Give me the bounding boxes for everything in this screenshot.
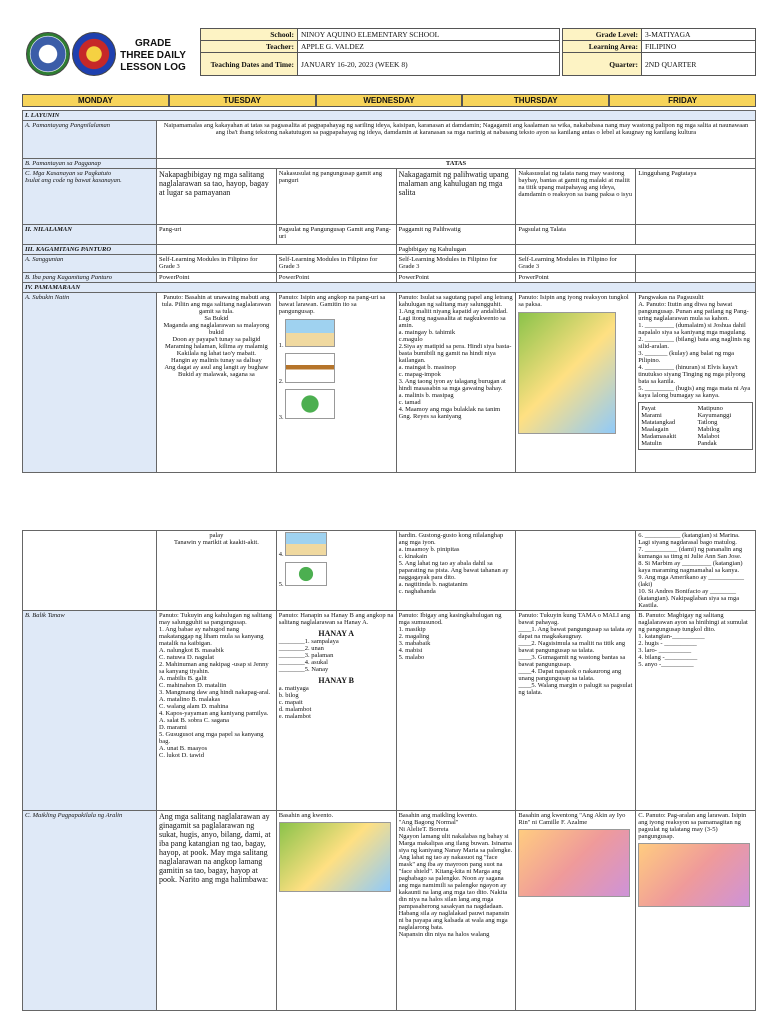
school-seal-icon <box>26 32 70 76</box>
family-image <box>638 843 750 907</box>
iba-fri <box>636 273 756 283</box>
teacher-value: APPLE G. VALDEZ <box>298 41 560 53</box>
aralin-fri: C. Panuto: Pag-aralan ang larawan. Isipin ang iyong reaksyon sa pamamagitan ng pagsulat ng talatang may (3-5) pangungusap. <box>636 811 756 1011</box>
row-label: B. Pamantayan sa Pagganap <box>23 159 157 169</box>
word-box-item: Mabilog <box>697 426 720 433</box>
subukin-thu: Panuto: Isipin ang iyong reaksyon tungkol sa paksa. <box>516 293 636 473</box>
kasanayan-fri: Lingguhang Pagtataya <box>636 169 756 225</box>
nilalaman-wed: Paggamit ng Palihwatig <box>396 225 516 245</box>
meta-left: School: NINOY AQUINO ELEMENTARY SCHOOL Teacher: APPLE G. VALDEZ Teaching Dates and Time: JANUARY 16-20, 2023 (WEEK 8) <box>200 28 560 76</box>
subukin-wed: Panuto: Isulat sa sagutang papel ang letrang kahulugan ng salitang may salungguhit. 1.Ang maliit niyang kapatid ay andalidad. Lagi itong nagsasalita at nagkukwento sa amin. a. maingay b. tahimik c.magulo 2.Siya ay matipid sa pera. Hindi siya basta-basta bumibili ng gamit na hindi niya kailangan. a. maingat b. masinop c. mapag-impok 3. Ang taong iyon ay talagang burugan at hindi masasabin sa mga gawaing bahay. a. malinis b. masipag c. tamad 4. Maamoy ang mga bulaklak na tanim Gng. Reyes sa kaniyang <box>396 293 516 473</box>
kasanayan-wed: Nakagagamit ng palihwatig upang malaman ang kahulugan ng mga salita <box>396 169 516 225</box>
day-thursday: THURSDAY <box>462 94 609 107</box>
table-image <box>285 353 335 383</box>
quarter-value: 2ND QUARTER <box>642 53 756 76</box>
sanggunian-wed: Self-Learning Modules in Filipino for Grade 3 <box>396 255 516 273</box>
story-image <box>279 822 391 892</box>
deped-seal-icon <box>72 32 116 76</box>
section-layunin: I. LAYUNIN <box>23 111 756 121</box>
story-image <box>518 829 630 897</box>
word-box-item: Pandak <box>697 440 717 447</box>
day-header <box>22 94 756 107</box>
sanggunian-fri <box>636 255 756 273</box>
word-box-item: Matipuno <box>697 405 723 412</box>
header <box>22 26 756 90</box>
grade-value: 3-MATIYAGA <box>642 29 756 41</box>
word-box-item: Matatangkad <box>641 419 676 426</box>
word-box <box>638 402 753 450</box>
iba-tue: PowerPoint <box>276 273 396 283</box>
word-box-item: Madamasakit <box>641 433 677 440</box>
lesson-log-page-1 <box>22 26 756 498</box>
word-box-item: Payat <box>641 405 656 412</box>
aralin-wed: Basahin ang maikling kwento. "Ang Bagong Normal" Ni AlelieT. Borreta Ngayon lamang ulit nakalabas ng bahay si Marga makalipas ang ilang buwan. Isinama siya ng kaniyang Nanay Maria sa palengke. Ang lahat ng tao ay nakasuot ng "face mask" ang iba ay mayroon pang suot na "face shield". Kitang-kita ni Marga ang pagbabago sa palengke. Noon ay sagana ang mga namimili sa palengke ngayon ay kakaunti na lang ang mga tao dito. Nakita din niya na halos silan lang ang mga pampasaherong sasakyan na nagdadaan. Habang sila ay naglalakad pauwi napansin ni ba payapa ang kalsada at wala ang mga naglalarong bata. Napansin din niya na halos walang <box>396 811 516 1011</box>
sanggunian-mon: Self-Learning Modules in Filipino for Grade 3 <box>157 255 277 273</box>
word-box-item: Marami <box>641 412 662 419</box>
sanggunian-thu: Self-Learning Modules in Filipino for Grade 3 <box>516 255 636 273</box>
aralin-mon: Ang mga salitang naglalarawan ay ginagamit sa paglalarawan ng sukat, hugis, anyo, bilang, dami, at iba pang katangian ng tao, bagay, hayop, at pook. May mga salitang naglalarawan na angkop lamang gamitin sa tao, bagay, hayop at pook. Narito ang mga halimbawa: <box>157 811 277 1011</box>
pool-image <box>285 532 327 556</box>
school-value: NINOY AQUINO ELEMENTARY SCHOOL <box>298 29 560 41</box>
balik-tue: Panuto: Hanapin sa Hanay B ang angkop na salitang naglalarawan sa Hanay A. HANAY A ________1. sampalaya ________2. unan ________3. palaman ________4. asukal ________5. Nanay HANAY B a. matiyaga b. bilog c. mapait d. malambot e. malambot <box>276 611 396 811</box>
word-box-item: Malabot <box>697 433 720 440</box>
subukin-mon-cont: palay Tanawin y marikit at kaakit-akit. <box>157 531 277 611</box>
balik-fri: B. Panuto: Magbigay ng salitang naglalarawan ayon sa hinihingi at sumulat ng pangungusap tungkol dito. 1. katangian-__________ 2. hugis - __________ 3. laro- __________ 4. bilang -__________ 5. anyo -__________ <box>636 611 756 811</box>
pamantayan-text: Naipamamalas ang kakayahan at tatas sa pagsasalita at pagpapahayag ng sariling ideya, kaisipan, karanasan at damdamin; Nagagamit ang kaalaman sa wika, nakababasa nang may wastong palipon ng mga salita at naunawaan ang iba't ibang tekstong nakatutugon sa pagpapahayag ng ideya, damdamin at karanasan sa mga narinig at nabasang teksto ayon sa kanilang antas o lebel at kaugnay ng kanilang kultura <box>157 121 756 159</box>
nilalaman-tue: Pagsulat ng Pangungusap Gamit ang Pang-uri <box>276 225 396 245</box>
day-wednesday: WEDNESDAY <box>316 94 463 107</box>
balik-mon: Panuto: Tukuyin ang kahulugan ng salitang may salungguhit sa pangungusap. 1. Ang babae ay nahugod nang makatanggap ng liham mula sa kanyang matalik na kaibigan. A. nalungkot B. masabik C. natuwa D. nagulat 2. Mahinuman ang nakipag -usap si Jenny sa kanyang tiyahin. A. mabilis B. galit C. mahinahon D. mataliin 3. Mangmang daw ang hindi nakapag-aral. A. matalino B. malakas C. walang alam D. mahina 4. Kapos-yayaman ang kaniyang pamilya. A. salat B. sobra C. sagana D. marami 5. Gusugusot ang mga papel sa kanyang bag. A. unat B. maayos C. lukot D. tawid <box>157 611 277 811</box>
nilalaman-thu: Pagsulat ng Talata <box>516 225 636 245</box>
row-label: B. Balik Tanaw <box>23 611 157 811</box>
word-box-item: Maalagain <box>641 426 669 433</box>
subukin-wed-cont: hardin. Gustong-gusto kong nilalanghap ang mga iyon. a. imaamoy b. pinipitas c. kinakain 5. Ang lahat ng tao ay abala dahil sa paparating na pista. Ang bawat tahanan ay naggagayak para dito. a. nagtitinda b. nagtatanim c. naghahanda <box>396 531 516 611</box>
row-label: A. Subukin Natin <box>23 293 157 473</box>
balik-thu: Panuto: Tukuyin kung TAMA o MALI ang bawat pahayag. ____1. Ang bawat pangungusap sa talata ay dapat na magkakaugnay. ____2. Nagsisimula sa maliit na titik ang bawat pangungusap sa talata. ____3. Gumagamit ng wastong bantas sa bawat pangungusap. ____4. Dapat napasok o nakaurong ang unang pangungusap sa talata. ____5. Walang margin o palugit sa pagsulat ng talata. <box>516 611 636 811</box>
kasanayan-tue: Nakasusulat ng pangungusap gamit ang panguri <box>276 169 396 225</box>
iba-mon: PowerPoint <box>157 273 277 283</box>
day-monday: MONDAY <box>22 94 169 107</box>
page-title: GRADE THREE DAILY LESSON LOG <box>120 38 186 73</box>
row-label: B. Iba pang Kagamitang Panturo <box>23 273 157 283</box>
aralin-thu: Basahin ang kwentong "Ang Akin ay Iyo Rin" ni Camille F. Azalme <box>516 811 636 1011</box>
kagamitan-sub: Pagbibigay ng Kahulugan <box>396 245 516 255</box>
plant-image <box>285 389 335 419</box>
pagganap-text: TATAS <box>157 159 756 169</box>
section-kagamitan: III. KAGAMITANG PANTURO <box>23 245 157 255</box>
dates-value: JANUARY 16-20, 2023 (WEEK 8) <box>298 53 560 76</box>
lesson-log-page-2 <box>22 530 756 1014</box>
iba-thu: PowerPoint <box>516 273 636 283</box>
nilalaman-mon: Pang-uri <box>157 225 277 245</box>
section-nilalaman: II. NILALAMAN <box>23 225 157 245</box>
subukin-mon: Panuto: Basahin at unawaing mabuti ang tula. Piliin ang mga salitang naglalarawan gamit sa tula. Sa Bukid Maganda ang naglalarawan sa malayong bukid Doon ay payapa't tunay sa paligid Maraming halaman, kilima ay malamig Kakilala ng lahat tao'y mabait. Hangin ay malinis tunay sa dalisay Ang dagat ay asul ang langit ay bughaw Bukid ay malawak, sagana sa <box>157 293 277 473</box>
day-friday: FRIDAY <box>609 94 756 107</box>
kasanayan-thu: Nakasusulat ng talata nang may wastong baybay, bantas at gamit ng malaki at maliit na titik upang maipahayag ang ideya, damdamin o reaksyon sa isang paksa o isyu <box>516 169 636 225</box>
row-label: C. Mga Kasanayan sa Pagkatuto Isulat ang code ng bawat kasanayan. <box>23 169 157 225</box>
row-label: C. Maikling Pagpapakilala ng Aralin <box>23 811 157 1011</box>
section-pamamaraan: IV. PAMAMARAAN <box>23 283 756 293</box>
reaction-image <box>518 312 616 434</box>
iba-wed: PowerPoint <box>396 273 516 283</box>
area-value: FILIPINO <box>642 41 756 53</box>
word-box-item: Kayumanggi <box>697 412 732 419</box>
balik-wed: Panuto: Ibigay ang kasingkahulugan ng mga sumusunod. 1. masikip 2. magaling 3. mababaik 4. mabisi 5. malabo <box>396 611 516 811</box>
row-label: A. Pamantayang Pangnilalaman <box>23 121 157 159</box>
subukin-tue: Panuto: Isipin ang angkop na pang-uri sa bawat larawan. Gamitin ito sa pangungusap. 1. 2. 3. <box>276 293 396 473</box>
beach-image <box>285 319 335 347</box>
kasanayan-mon: Nakapagbibigay ng mga salitang naglalarawan sa tao, hayop, bagay at lugar sa pamayanan <box>157 169 277 225</box>
subukin-tue-cont: 4. 5. <box>276 531 396 611</box>
sanggunian-tue: Self-Learning Modules in Filipino for Grade 3 <box>276 255 396 273</box>
child-image <box>285 562 327 586</box>
subukin-fri: Pangwakas na Pagsusulit A. Panuto: Itutin ang diwa ng bawat pangungusap. Punan ang patlang ng Pang-uring naglalarawan mula sa kahon. 1. _________ (dumalaim) si Joshua dahil napalalo siya sa kaniyang mga magulang. 2. _________ (bilang) bata ang naglinis ng silid-aralan. 3. _______ (kulay) ang balat ng mga Pilipino. 4. _________ (hinuran) si Elvis kaya't tinutukso siyang Tinging ng mga pilyong bata sa kanila. 5. _________ (hugis) ang mga mata ni Aya kaya lalong bumagay sa kanya. Payat Matipuno Marami Kayumanggi Matatangkad Tatlong Maalagain Mabilog Madamasakit Malabot Matulin Pandak <box>636 293 756 473</box>
subukin-fri-cont: 6. ___________ (katangian) si Marina. Lagi siyang nagdarasal bago matulog. 7. __________ (dami) ng pananalin ang kumanga sa timg ni Julie Ann San Jose. 8. Si Marbim ay _________ (katangian) kaya maraming nagmamahal sa kanya. 9. Ang mga Amerikano ay ___________ (laki) 10. Si Andres Bonifacio ay ________ (katangian). Nakipaglaban siya sa mga Kastila. <box>636 531 756 611</box>
word-box-item: Tatlong <box>697 419 718 426</box>
lesson-table-1 <box>22 110 756 473</box>
row-label: A. Sanggunian <box>23 255 157 273</box>
meta-right: Grade Level: 3-MATIYAGA Learning Area: FILIPINO Quarter: 2ND QUARTER <box>562 28 756 76</box>
day-tuesday: TUESDAY <box>169 94 316 107</box>
lesson-table-2 <box>22 530 756 1011</box>
word-box-item: Matulin <box>641 440 662 447</box>
nilalaman-fri <box>636 225 756 245</box>
aralin-tue: Basahin ang kwento. <box>276 811 396 1011</box>
